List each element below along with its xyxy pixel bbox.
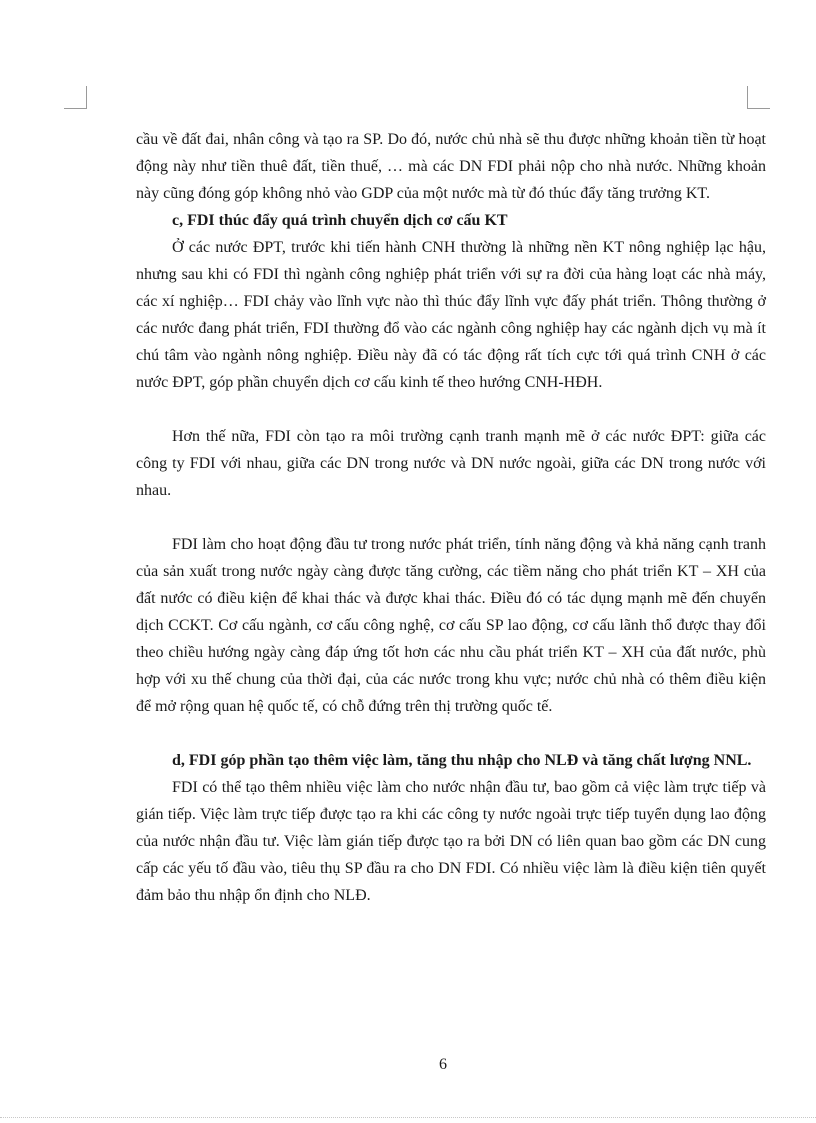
paragraph-spacer (136, 504, 766, 531)
page-bottom-rule (0, 1117, 816, 1118)
paragraph-spacer (136, 396, 766, 423)
paragraph-investment-dynamics: FDI làm cho hoạt động đầu tư trong nước phát triển, tính năng động và khả năng cạnh tranh của sản xuất trong nước ngày càng được tăng cường, các tiềm năng cho phát triển KT – XH của đất nước có điều kiện để khai thác và được khai thác. Điều đó có tác dụng mạnh mẽ đến chuyển dịch CCKT. Cơ cấu ngành, cơ cấu công nghệ, cơ cấu SP lao động, cơ cấu lãnh thổ được thay đổi theo chiều hướng ngày càng đáp ứng tốt hơn các nhu cầu phát triển KT – XH của đất nước, phù hợp với xu thế chung của thời đại, của các nước trong khu vực; nước chủ nhà có thêm điều kiện để mở rộng quan hệ quốc tế, có chỗ đứng trên thị trường quốc tế. (136, 536, 766, 715)
paragraph-competition: Hơn thế nữa, FDI còn tạo ra môi trường cạnh tranh mạnh mẽ ở các nước ĐPT: giữa các công ty FDI với nhau, giữa các DN trong nước và DN nước ngoài, giữa các DN trong nước với nhau. (136, 428, 766, 499)
section-heading-d: d, FDI góp phần tạo thêm việc làm, tăng thu nhập cho NLĐ và tăng chất lượng NNL. (172, 752, 752, 769)
paragraph-continuation: cầu về đất đai, nhân công và tạo ra SP. Do đó, nước chủ nhà sẽ thu được những khoản tiền từ hoạt động này như tiền thuê đất, tiền thuế, … mà các DN FDI phải nộp cho nhà nước. Những khoản này cũng đóng góp không nhỏ vào GDP của một nước mà từ đó thúc đẩy tăng trưởng KT. (136, 131, 766, 202)
crop-mark-top-right (747, 86, 770, 109)
crop-mark-top-left (64, 86, 87, 109)
page-number: 6 (439, 1056, 447, 1073)
paragraph-spacer (136, 720, 766, 747)
section-heading-c: c, FDI thúc đẩy quá trình chuyển dịch cơ cấu KT (172, 212, 508, 229)
document-body (136, 126, 766, 909)
paragraph-employment: FDI có thể tạo thêm nhiều việc làm cho nước nhận đầu tư, bao gồm cả việc làm trực tiếp và gián tiếp. Việc làm trực tiếp được tạo ra khi các công ty nước ngoài trực tiếp tuyển dụng lao động của nước nhận đầu tư. Việc làm gián tiếp được tạo ra bởi DN có liên quan bao gồm các DN cung cấp các yếu tố đầu vào, tiêu thụ SP đầu ra cho DN FDI. Có nhiều việc làm là điều kiện tiên quyết đảm bảo thu nhập ổn định cho NLĐ. (136, 779, 766, 904)
paragraph-structural-shift: Ở các nước ĐPT, trước khi tiến hành CNH thường là những nền KT nông nghiệp lạc hậu, nhưng sau khi có FDI thì ngành công nghiệp phát triển với sự ra đời của hàng loạt các nhà máy, các xí nghiệp… FDI chảy vào lĩnh vực nào thì thúc đẩy lĩnh vực đấy phát triển. Thông thường ở các nước đang phát triển, FDI thường đổ vào các ngành công nghiệp hay các ngành dịch vụ mà ít chú tâm vào ngành nông nghiệp. Điều này đã có tác động rất tích cực tới quá trình CNH ở các nước ĐPT, góp phần chuyển dịch cơ cấu kinh tế theo hướng CNH-HĐH. (136, 239, 766, 391)
